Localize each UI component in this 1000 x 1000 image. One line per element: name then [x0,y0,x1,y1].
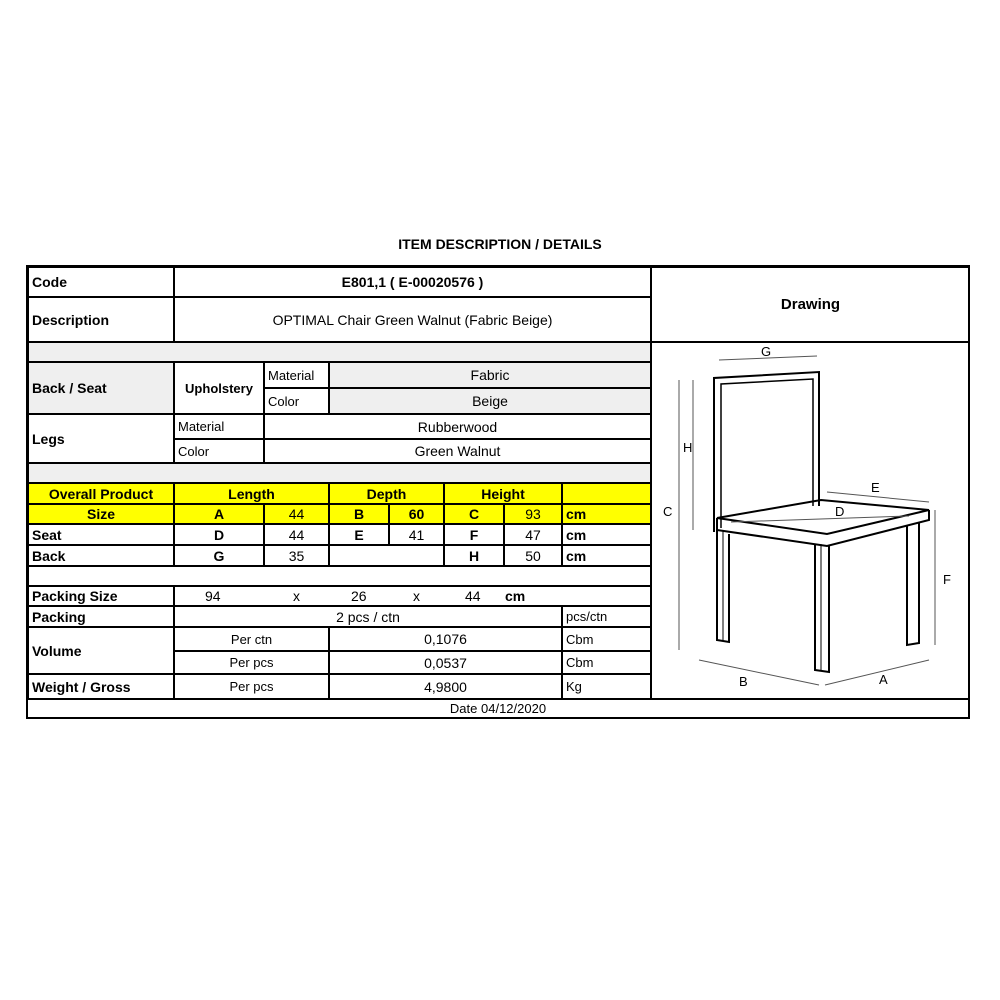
back-label: Back [28,545,174,566]
weight-unit: Kg [562,674,651,699]
dim-label-h: H [683,440,693,455]
legs-color-value: Green Walnut [264,439,651,463]
dim-label-d: D [835,504,845,519]
volume-per-ctn-value: 0,1076 [329,627,562,651]
dim-label-e: E [871,480,880,495]
upholstery-label: Upholstery [174,362,264,414]
packing-x-2: x [413,588,420,604]
volume-per-pcs-value: 0,0537 [329,651,562,674]
weight-label: Weight / Gross [28,674,174,699]
packing-value: 2 pcs / ctn [174,606,562,627]
packing-height: 44 [465,588,481,604]
packing-unit: cm [505,588,526,604]
dim-f-letter: F [444,524,504,545]
legs-label: Legs [28,414,174,463]
upholstery-material-value: Fabric [329,362,651,388]
volume-label: Volume [28,627,174,674]
separator-band [28,342,651,362]
packing-length: 94 [205,588,221,604]
depth-header: Depth [329,483,444,504]
back-unit: cm [562,545,651,566]
dim-g-letter: G [174,545,264,566]
document-title: ITEM DESCRIPTION / DETAILS [398,236,602,252]
separator-band [28,463,651,483]
packing-x-1: x [293,588,300,604]
height-header: Height [444,483,562,504]
seat-unit: cm [562,524,651,545]
dim-h-value: 50 [504,545,562,566]
description-value: OPTIMAL Chair Green Walnut (Fabric Beige) [174,297,651,342]
dim-h-letter: H [444,545,504,566]
code-label: Code [28,267,174,297]
dim-label-b: B [739,674,748,689]
seat-label: Seat [28,524,174,545]
chair-drawing [649,340,970,697]
dim-a-letter: A [174,504,264,524]
dim-label-g: G [761,344,772,359]
dim-g-value: 35 [264,545,329,566]
unit-header [562,483,651,504]
upholstery-color-label: Color [264,388,329,414]
dim-b-letter: B [329,504,389,524]
weight-per-pcs-label: Per pcs [174,674,329,699]
dim-b-value: 60 [389,504,444,524]
legs-material-label: Material [174,414,264,439]
drawing-label: Drawing [651,267,970,342]
dim-f-value: 47 [504,524,562,545]
upholstery-material-label: Material [264,362,329,388]
empty-cell [329,545,444,566]
packing-unit: pcs/ctn [562,606,651,627]
overall-unit: cm [562,504,651,524]
dim-e-letter: E [329,524,389,545]
separator-band [28,566,651,586]
dim-d-letter: D [174,524,264,545]
weight-value: 4,9800 [329,674,562,699]
overall-size-label-line2: Size [28,504,174,524]
packing-width: 26 [351,588,367,604]
dim-a-value: 44 [264,504,329,524]
legs-material-value: Rubberwood [264,414,651,439]
packing-size-label: Packing Size [28,586,174,606]
volume-per-pcs-label: Per pcs [174,651,329,674]
dim-label-c: C [663,504,673,519]
dim-e-value: 41 [389,524,444,545]
dim-c-letter: C [444,504,504,524]
back-seat-label: Back / Seat [28,362,174,414]
chair-outline [714,372,929,672]
date-footer: Date 04/12/2020 [28,699,968,717]
packing-size-row [174,586,651,606]
dim-label-f: F [943,572,951,587]
length-header: Length [174,483,329,504]
packing-label: Packing [28,606,174,627]
dim-c-value: 93 [504,504,562,524]
volume-per-ctn-label: Per ctn [174,627,329,651]
description-label: Description [28,297,174,342]
volume-per-ctn-unit: Cbm [562,627,651,651]
dim-d-value: 44 [264,524,329,545]
overall-size-label-line1: Overall Product [28,483,174,504]
volume-per-pcs-unit: Cbm [562,651,651,674]
dim-label-a: A [879,672,888,687]
upholstery-color-value: Beige [329,388,651,414]
code-value: E801,1 ( E-00020576 ) [174,267,651,297]
legs-color-label: Color [174,439,264,463]
